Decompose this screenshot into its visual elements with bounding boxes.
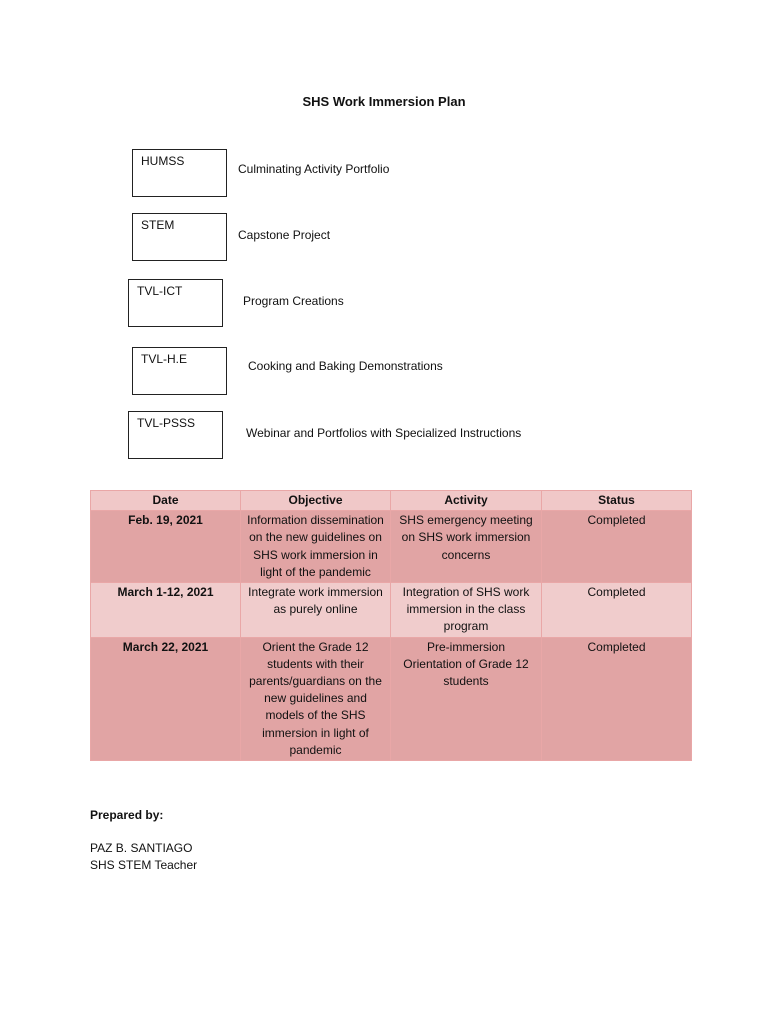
strand-description-stem: Capstone Project xyxy=(238,228,331,242)
row-objective: Orient the Grade 12 students with their parents/guardians on the new guidelines and models of the SHS immersion in light of pandemic xyxy=(241,637,391,760)
row-date: Feb. 19, 2021 xyxy=(91,511,241,583)
strand-description-tvl-psss: Webinar and Portfolios with Specialized Instructions xyxy=(246,426,522,440)
header-activity: Activity xyxy=(391,491,542,511)
row-status: Completed xyxy=(542,637,692,760)
row-objective: Information dissemination on the new guidelines on SHS work immersion in light of the pandemic xyxy=(241,511,391,583)
row-objective: Integrate work immersion as purely online xyxy=(241,583,391,638)
page-title: SHS Work Immersion Plan xyxy=(302,94,466,109)
strand-box-tvl-psss: TVL-PSSS xyxy=(128,411,223,459)
strand-box-tvl-he: TVL-H.E xyxy=(132,347,227,395)
header-objective: Objective xyxy=(241,491,391,511)
preparer-name: PAZ B. SANTIAGO xyxy=(90,841,193,855)
table-row xyxy=(91,637,692,760)
strand-description-humss: Culminating Activity Portfolio xyxy=(238,162,390,176)
row-status: Completed xyxy=(542,511,692,583)
strand-box-tvl-ict: TVL-ICT xyxy=(128,279,223,327)
strand-description-tvl-he: Cooking and Baking Demonstrations xyxy=(248,359,443,373)
prepared-by-label: Prepared by: xyxy=(90,808,164,822)
row-status: Completed xyxy=(542,583,692,638)
row-activity: Pre-immersion Orientation of Grade 12 students xyxy=(391,637,542,760)
strand-box-humss: HUMSS xyxy=(132,149,227,197)
header-date: Date xyxy=(91,491,241,511)
table-header-row xyxy=(91,491,692,511)
table-row xyxy=(91,511,692,583)
row-date: March 1-12, 2021 xyxy=(91,583,241,638)
row-date: March 22, 2021 xyxy=(91,637,241,760)
table-row xyxy=(91,583,692,638)
header-status: Status xyxy=(542,491,692,511)
row-activity: Integration of SHS work immersion in the class program xyxy=(391,583,542,638)
immersion-plan-table xyxy=(90,490,692,761)
strand-description-tvl-ict: Program Creations xyxy=(243,294,344,308)
strand-box-stem: STEM xyxy=(132,213,227,261)
row-activity: SHS emergency meeting on SHS work immersion concerns xyxy=(391,511,542,583)
preparer-position: SHS STEM Teacher xyxy=(90,858,198,872)
